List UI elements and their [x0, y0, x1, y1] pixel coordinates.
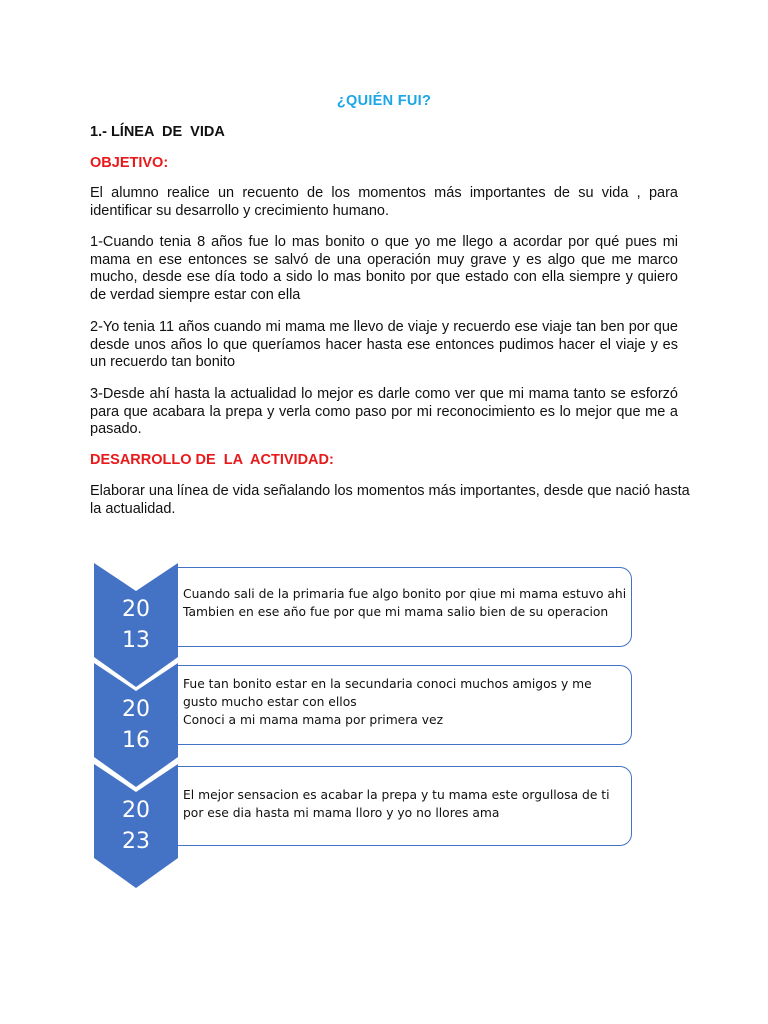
timeline-line: El mejor sensacion es acabar la prepa y tu mama este orgullosa de ti por ese dia hasta mi mama lloro y yo no llores ama [183, 788, 610, 820]
timeline-line: Tambien en ese año fue por que mi mama salio bien de su operacion [183, 605, 609, 619]
timeline-text-2013 [183, 585, 628, 621]
activity-text: Elaborar una línea de vida señalando los momentos más importantes, desde que nació hasta la actualidad. [90, 483, 690, 517]
objective-label: OBJETIVO: [90, 155, 169, 171]
section-heading: 1.- LÍNEA DE VIDA [90, 124, 225, 140]
paragraph-1: 1-Cuando tenia 8 años fue lo mas bonito o que yo me llego a acordar por qué pues mi mama en ese entonces se salvó de una operación muy grave y es algo que me marco mucho, desde ese día todo a sido lo mas bonito por que estado con ella siempre y quiero de verdad siempre estar con ella [90, 234, 678, 303]
timeline-line: Cuando sali de la primaria fue algo bonito por qiue mi mama estuvo ahi [183, 587, 627, 601]
activity-label: DESARROLLO DE LA ACTIVIDAD: [90, 452, 334, 468]
timeline-line: Conoci a mi mama mama por primera vez [183, 713, 444, 727]
timeline-line: Fue tan bonito estar en la secundaria conoci muchos amigos y me gusto mucho estar con ellos [183, 677, 592, 709]
timeline-year-2023: 20 23 [122, 798, 150, 854]
objective-text: El alumno realice un recuento de los momentos más importantes de su vida , para identificar su desarrollo y crecimiento humano. [90, 185, 678, 219]
timeline-year-2013: 20 13 [122, 597, 150, 653]
paragraph-3: 3-Desde ahí hasta la actualidad lo mejor es darle como ver que mi mama tanto se esforzó para que acabara la prepa y verla como paso por mi reconocimiento es lo mejor que me a pasado. [90, 386, 678, 437]
timeline-text-2016 [183, 675, 628, 729]
timeline-text-2023 [183, 786, 628, 822]
page-title: ¿QUIÉN FUI? [336, 93, 432, 109]
timeline-year-2016: 20 16 [122, 697, 150, 753]
paragraph-2: 2-Yo tenia 11 años cuando mi mama me llevo de viaje y recuerdo ese viaje tan ben por que desde unos años lo que queríamos hacer hasta ese entonces pudimos hacer el viaje y es un recuerdo tan bonito [90, 319, 678, 370]
